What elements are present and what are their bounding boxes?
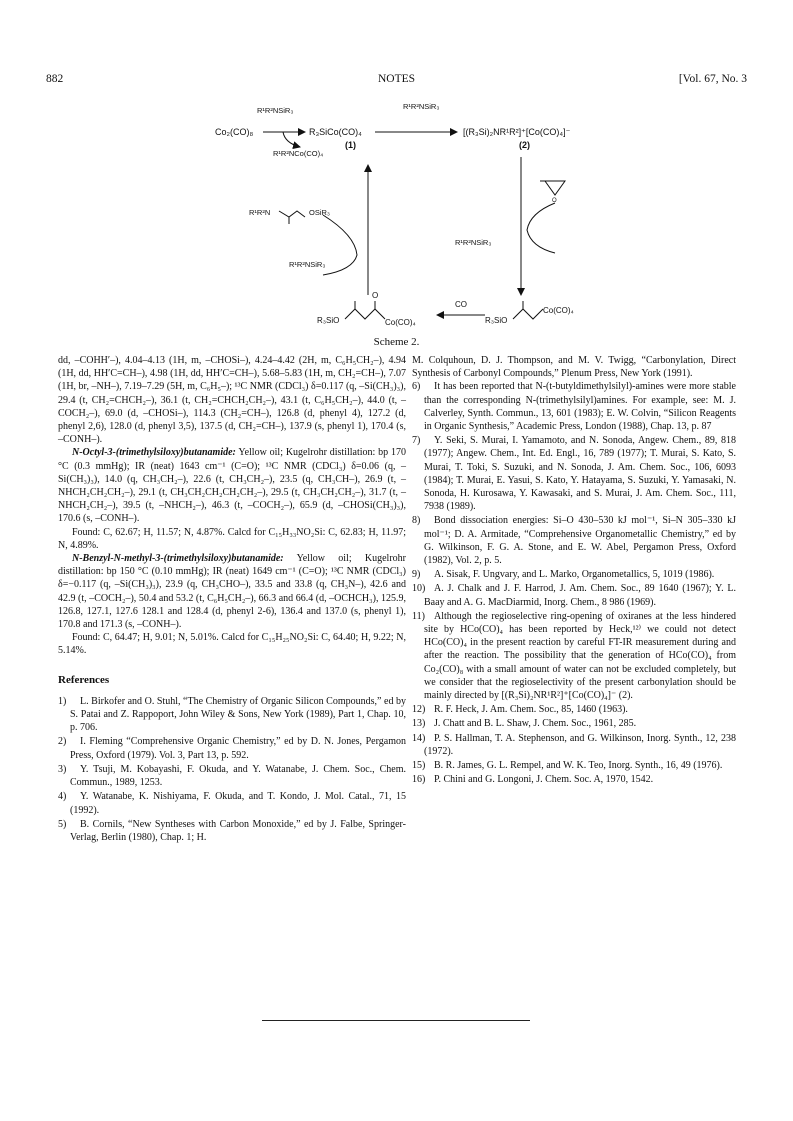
reference-14: 14) P. S. Hallman, T. A. Stephenson, and G. Wilkinson, Inorg. Synth., 12, 238 (1972). bbox=[412, 732, 736, 757]
reagent-top2-label: R¹R²NSiR₃ bbox=[403, 102, 440, 111]
scheme-caption: Scheme 2. bbox=[373, 336, 420, 348]
right-column bbox=[412, 354, 736, 788]
reference-10: 10) A. J. Chalk and J. F. Harrod, J. Am. Chem. Soc., 89 1640 (1967); Y. L. Baay and A. G. MacDiarmid, Inorg. Chem., 8 986 (1969). bbox=[412, 583, 736, 608]
page-number: 882 bbox=[46, 73, 64, 85]
amide-left-label: R¹R²N bbox=[249, 208, 271, 217]
byproduct-label: R¹R²NCo(CO)₄ bbox=[273, 149, 324, 158]
left-column bbox=[58, 354, 406, 845]
alkyl-right-label: Co(CO)₄ bbox=[543, 306, 574, 315]
reference-8: 8) Bond dissociation energies: Si–O 430–530 kJ mol⁻¹, Si–N 305–330 kJ mol⁻¹; D. A. Armitade, “Comprehensive Organometallic Chemistry,” ed by G. Wilkinson, F. G. A. Stone, and E. W. Abel, Pergamon Press, Oxford (1982), Vol. 2, p. 5. bbox=[412, 515, 736, 567]
epoxide-ring bbox=[545, 181, 565, 195]
alkyl-chain bbox=[513, 309, 543, 319]
amide-chain bbox=[279, 211, 305, 217]
reference-2: 2) I. Fleming “Comprehensive Organic Chemistry,” ed by D. N. Jones, Pergamon Press, Oxford (1979). Vol. 3, Part 13, p. 592. bbox=[58, 736, 406, 761]
curved-arrow-right bbox=[527, 203, 555, 253]
acyl-o: O bbox=[372, 291, 379, 300]
compound-octyl-name: N-Octyl-3-(trimethylsiloxy)butanamide: bbox=[72, 447, 236, 459]
acyl-left-label: R₃SiO bbox=[317, 316, 340, 325]
compound-octyl bbox=[58, 446, 406, 525]
compound-octyl-analysis: Found: C, 62.67; H, 11.57; N, 4.87%. Calcd for C₁₅H₃₃NO₂Si: C, 62.83; H, 11.97; N, 4.89%. bbox=[58, 526, 406, 551]
co2co8-label: Co₂(CO)₈ bbox=[215, 127, 254, 137]
epoxide-o: O bbox=[552, 198, 557, 204]
compound-benzyl-analysis: Found: C, 64.47; H, 9.01; N, 5.01%. Calcd for C₁₅H₂₅NO₂Si: C, 64.40; H, 9.22; N, 5.14%. bbox=[58, 632, 406, 657]
compound-1-number: (1) bbox=[345, 140, 356, 150]
reference-11: 11) Although the regioselective ring-opening of oxiranes at the less hindered site by HCo(CO)₄ has been reported by Heck,¹²⁾ we could not detect HCo(CO)₄ in the present reaction by careful FT-IR measurement during and after the reaction. The possibility that the generation of HCo(CO)₄ from Co₂(CO)₈ with a small amount of water can not be excluded completely, but we consider that the regioselectivity of the present carbonylation should be mainly directed by [(R₃Si)₂NR¹R²]⁺[Co(CO)₄]⁻ (2). bbox=[412, 610, 736, 702]
acyl-chain bbox=[345, 309, 385, 319]
reference-1: 1) L. Birkofer and O. Stuhl, “The Chemistry of Organic Silicon Compounds,” ed by S. Patai and Z. Rappoport, John Wiley & Sons, New York (1989), Part 1, Chap. 10, p. 706. bbox=[58, 695, 406, 734]
alkyl-left-label: R₃SiO bbox=[485, 316, 508, 325]
reference-5-continued: M. Colquhoun, D. J. Thompson, and M. V. Twigg, “Carbonylation, Direct Synthesis of Carbonyl Compounds,” Plenum Press, New York (1991). bbox=[412, 355, 736, 380]
reference-3: 3) Y. Tsuji, M. Kobayashi, F. Okuda, and Y. Watanabe, J. Chem. Soc., Chem. Commun., 1989, 1253. bbox=[58, 763, 406, 789]
references-heading: References bbox=[58, 673, 110, 686]
compound-1-label: R₃SiCo(CO)₄ bbox=[309, 127, 362, 137]
reference-7: 7) Y. Seki, S. Murai, I. Yamamoto, and N. Sonoda, Angew. Chem., 89, 818 (1977); Angew. Chem., Int. Ed. Engl., 16, 789 (1977); T. Murai, S. Kato, S. Murai, T. Toki, S. Suzuki, and N. Sonoda, J. Am. Chem. Soc., 106, 6093 (1984); T. Murai, E. Yasui, S. Kato, Y. Hatayama, S. Suzuki, Y. Yamasaki, N. Sonoda, H. Kurosawa, Y. Kawasaki, and S. Murai, J. Am. Chem. Soc., 111, 7938 (1989). bbox=[412, 435, 736, 513]
nmr-paragraph: dd, –COHH′–), 4.04–4.13 (1H, m, –CHOSi–), 4.24–4.42 (2H, m, C₆H₅CH₂–), 4.94 (1H, dd, HH′C=CH–), 4.98 (1H, dd, HH′C=CH–), 5.68–5.83 (1H, m, CH₂=CH–), 7.07 (1H, br, –NH–), 7.19–7.29 (5H, m, C₆H₅–); ¹³C NMR (CDCl₃) δ=0.117 (q, –Si(CH₃)₃), 29.4 (t, CH₂=CHCH₂–), 36.1 (t, CH₂=CHCH₂CH₂–), 43.1 (t, C₆H₅CH₂–), 44.0 (t, –COCH₂–), 69.0 (d, –CHOSi–), 114.3 (CH₂=CH–), 126.8 (d, phenyl 4), 127.2 (d, phenyl 2,6), 128.0 (d, phenyl 3,5), 137.5 (d, CH₂=CH–), 137.9 (s, phenyl 1), 170.4 (s, –CONH–). bbox=[58, 355, 406, 446]
reagent-left-label: R¹R²NSiR₃ bbox=[289, 260, 326, 269]
reference-12: 12) R. F. Heck, J. Am. Chem. Soc., 85, 1460 (1963). bbox=[412, 704, 628, 716]
reagent-right-label: R¹R²NSiR₃ bbox=[455, 238, 492, 247]
reference-16: 16) P. Chini and G. Longoni, J. Chem. Soc. A, 1970, 1542. bbox=[412, 774, 654, 786]
compound-benzyl-data: Yellow oil; Kugelrohr distillation: bp 150 °C (0.10 mmHg); IR (neat) 1649 cm⁻¹ (C=O); ¹³C NMR (CDCl₃) δ=−0.117 (q, –Si(CH₃)₃), 23.9 (q, CH₃CHO–), 33.5 and 33.8 (q, CH₃N–), 42.6 and 42.9 (t, –COCH₂–), 50.4 and 53.2 (t, C₆H₅CH₂–), 66.3 and 66.4 (d, –OCHCH₃), 125.9, 126.8, 127.1, 127.6 128.1 and 128.4 (d, phenyl 2-6), 136.4 and 137.0 (s, phenyl 1), 170.8 and 171.3 (s, –CONH–). bbox=[58, 553, 406, 631]
co-label: CO bbox=[455, 300, 467, 309]
reference-9: 9) A. Sisak, F. Ungvary, and L. Marko, Organometallics, 5, 1019 (1986). bbox=[412, 569, 715, 581]
scheme-diagram bbox=[205, 95, 625, 330]
reference-5: 5) B. Cornils, “New Syntheses with Carbon Monoxide,” ed by J. Falbe, Springer-Verlag, Berlin (1980), Chap. 1; H. bbox=[58, 818, 406, 843]
reference-6: 6) It has been reported that N-(t-butyldimethylsilyl)-amines were more stable than the corresponding N-(trimethylsilyl)amines. For example, see: M. J. Calverley, Synth. Commun., 13, 601 (1983); E. W. Colvin, “Silicon Reagents in Organic Synthesis,” Academic Press, London (1988), Chap. 13, p. 87 bbox=[412, 381, 736, 433]
curved-arrow-left bbox=[323, 215, 357, 275]
compound-octyl-data: Yellow oil; Kugelrohr distillation: bp 170 °C (0.3 mmHg); IR (neat) 1643 cm⁻¹ (C=O); ¹³C NMR (CDCl₃) δ=0.06 (q, –Si(CH₃)₃), 14.0 (q, CH₃CH₂–), 22.6 (t, CH₃CH₂–), 23.5 (q, CH₃CH–), 26.9 (t, –NHCH₂CH₂CH₂–), 29.1 (t, CH₃CH₂CH₂CH₂CH₂–), 29.5 (t, CH₃CH₂CH₂–), 31.7 (t, –NHCH₂CH₂–), 39.5 (t, –NHCH₂–), 46.3 (t, –COCH₂–), 65.9 (d, –CHOSi(CH₃)₃), 170.6 (s, –CONH–). bbox=[58, 447, 406, 525]
compound-benzyl-name: N-Benzyl-N-methyl-3-(trimethylsiloxy)butanamide: bbox=[72, 553, 284, 565]
end-rule bbox=[262, 1020, 530, 1021]
byproduct-arrow bbox=[283, 132, 300, 147]
amide-right-label: OSiR₃ bbox=[309, 208, 330, 217]
reagent-top-label: R¹R²NSiR₃ bbox=[257, 106, 294, 115]
compound-2-label: [(R₃Si)₂NR¹R²]⁺[Co(CO)₄]⁻ bbox=[463, 127, 571, 137]
compound-benzyl bbox=[58, 552, 406, 631]
reference-15: 15) B. R. James, G. L. Rempel, and W. K. Teo, Inorg. Synth., 16, 49 (1976). bbox=[412, 760, 723, 772]
compound-2-number: (2) bbox=[519, 140, 530, 150]
volume-info: [Vol. 67, No. 3 bbox=[678, 73, 747, 85]
reference-13: 13) J. Chatt and B. L. Shaw, J. Chem. Soc., 1961, 285. bbox=[412, 718, 637, 730]
running-head: NOTES bbox=[377, 73, 416, 85]
acyl-right-label: Co(CO)₄ bbox=[385, 318, 416, 327]
reference-4: 4) Y. Watanabe, K. Nishiyama, F. Okuda, and T. Kondo, J. Mol. Catal., 71, 15 (1992). bbox=[58, 791, 406, 816]
